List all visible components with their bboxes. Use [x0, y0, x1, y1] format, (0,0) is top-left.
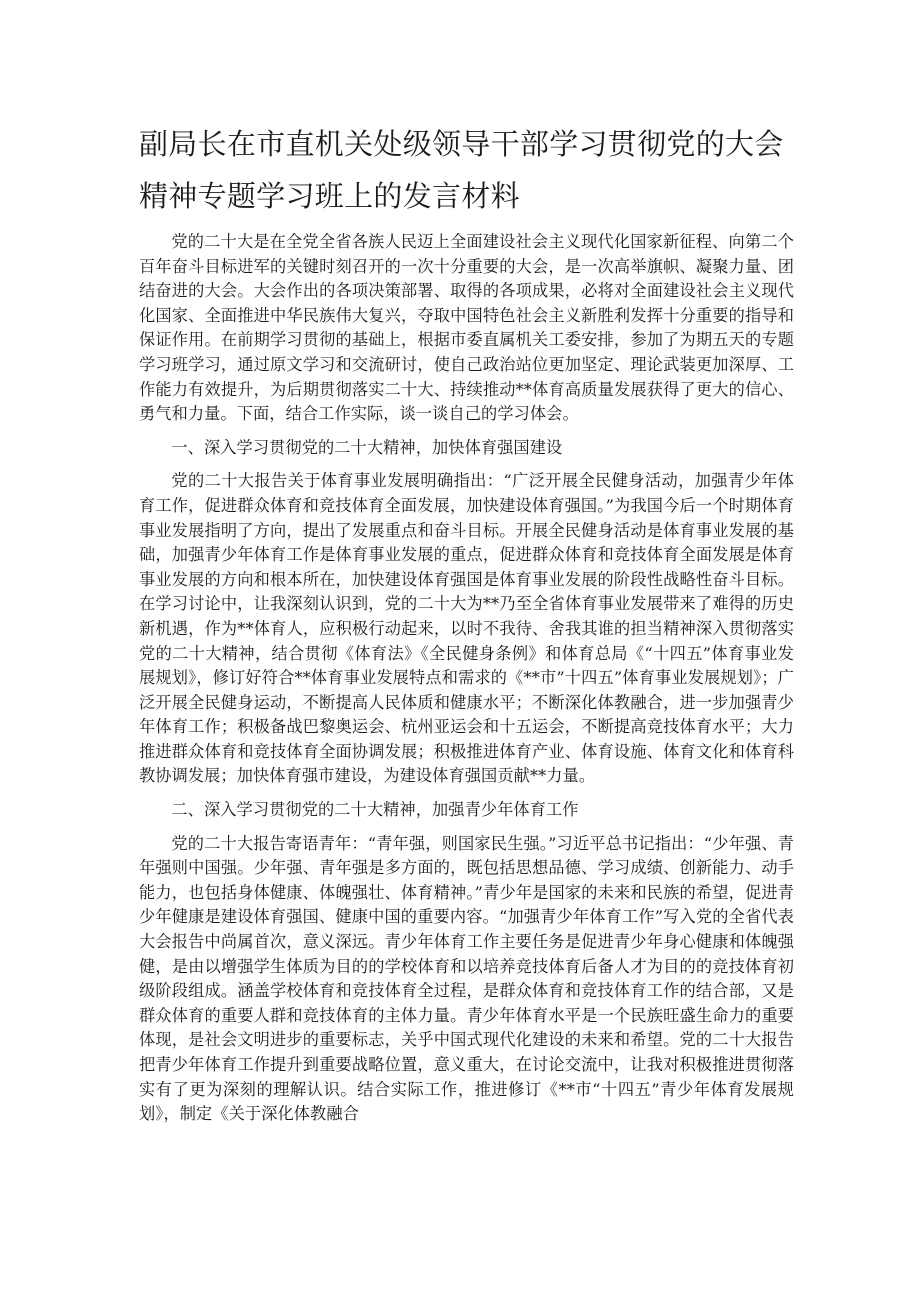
section-paragraph-1: 党的二十大报告关于体育事业发展明确指出：“广泛开展全民健身活动，加强青少年体育工作，促进群众体育和竞技体育全面发展，加快建设体育强国。”为我国今后一个时期体育事业发展指明了方向，提出了发展重点和奋斗目标。开展全民健身活动是体育事业发展的基础，加强青少年体育工作是体育事业发展的重点，促进群众体育和竞技体育全面发展是体育事业发展的方向和根本所在，加快建设体育强国是体育事业发展的阶段性战略性奋斗目标。在学习讨论中，让我深刻认识到，党的二十大为**乃至全省体育事业发展带来了难得的历史新机遇，作为**体育人，应积极行动起来，以时不我待、舍我其谁的担当精神深入贯彻落实党的二十大精神，结合贯彻《体育法》《全民健身条例》和体育总局《“十四五”体育事业发展规划》，修订好符合**体育事业发展特点和需求的《**市”十四五”体育事业发展规划》；广泛开展全民健身运动，不断提高人民体质和健康水平；不断深化体教融合，进一步加强青少年体育工作；积极备战巴黎奥运会、杭州亚运会和十五运会，不断提高竞技体育水平；大力推进群众体育和竞技体育全面协调发展；积极推进体育产业、体育设施、体育文化和体育科教协调发展；加快体育强市建设，为建设体育强国贡献**力量。: [139, 471, 794, 786]
intro-paragraph: 党的二十大是在全党全省各族人民迈上全面建设社会主义现代化国家新征程、向第二个百年奋斗目标进军的关键时刻召开的一次十分重要的大会，是一次高举旗帜、凝聚力量、团结奋进的大会。大会作出的各项决策部署、取得的各项成果，必将对全面建设社会主义现代化国家、全面推进中华民族伟大复兴，夺取中国特色社会主义新胜利发挥十分重要的指导和保证作用。在前期学习贯彻的基础上，根据市委直属机关工委安排，参加了为期五天的专题学习班学习，通过原文学习和交流研讨，使自己政治站位更加坚定、理论武装更加深厚、工作能力有效提升，为后期贯彻落实二十大、持续推动**体育高质量发展获得了更大的信心、勇气和力量。下面，结合工作实际，谈一谈自己的学习体会。: [139, 232, 794, 424]
document-page: [139, 118, 794, 1127]
section-heading-2: 二、深入学习贯彻党的二十大精神，加强青少年体育工作: [171, 800, 579, 820]
title-line-2: 精神专题学习班上的发言材料: [139, 179, 520, 213]
document-title: [139, 118, 794, 222]
document-body: [139, 230, 794, 1127]
section-heading-1: 一、深入学习贯彻党的二十大精神，加快体育强国建设: [171, 437, 563, 457]
title-line-1: 副局长在市直机关处级领导干部学习贯彻党的大会: [139, 127, 784, 161]
section-paragraph-2: 党的二十大报告寄语青年：“青年强，则国家民生强。”习近平总书记指出：“少年强、青年强则中国强。少年强、青年强是多方面的，既包括思想品德、学习成绩、创新能力、动手能力，也包括身体健康、体魄强壮、体育精神。”青少年是国家的未来和民族的希望，促进青少年健康是建设体育强国、健康中国的重要内容。“加强青少年体育工作”写入党的全省代表大会报告中尚属首次，意义深远。青少年体育工作主要任务是促进青少年身心健康和体魄强健，是由以增强学生体质为目的的学校体育和以培养竞技体育后备人才为目的的竞技体育初级阶段组成。涵盖学校体育和竞技体育全过程，是群众体育和竞技体育工作的结合部，又是群众体育的重要人群和竞技体育的主体力量。青少年体育水平是一个民族旺盛生命力的重要体现，是社会文明进步的重要标志，关乎中国式现代化建设的未来和希望。党的二十大报告把青少年体育工作提升到重要战略位置，意义重大，在讨论交流中，让我对积极推进贯彻落实有了更为深刻的理解认识。结合实际工作，推进修订《**市“十四五”青少年体育发展规划》，制定《关于深化体教融合: [139, 833, 794, 1124]
